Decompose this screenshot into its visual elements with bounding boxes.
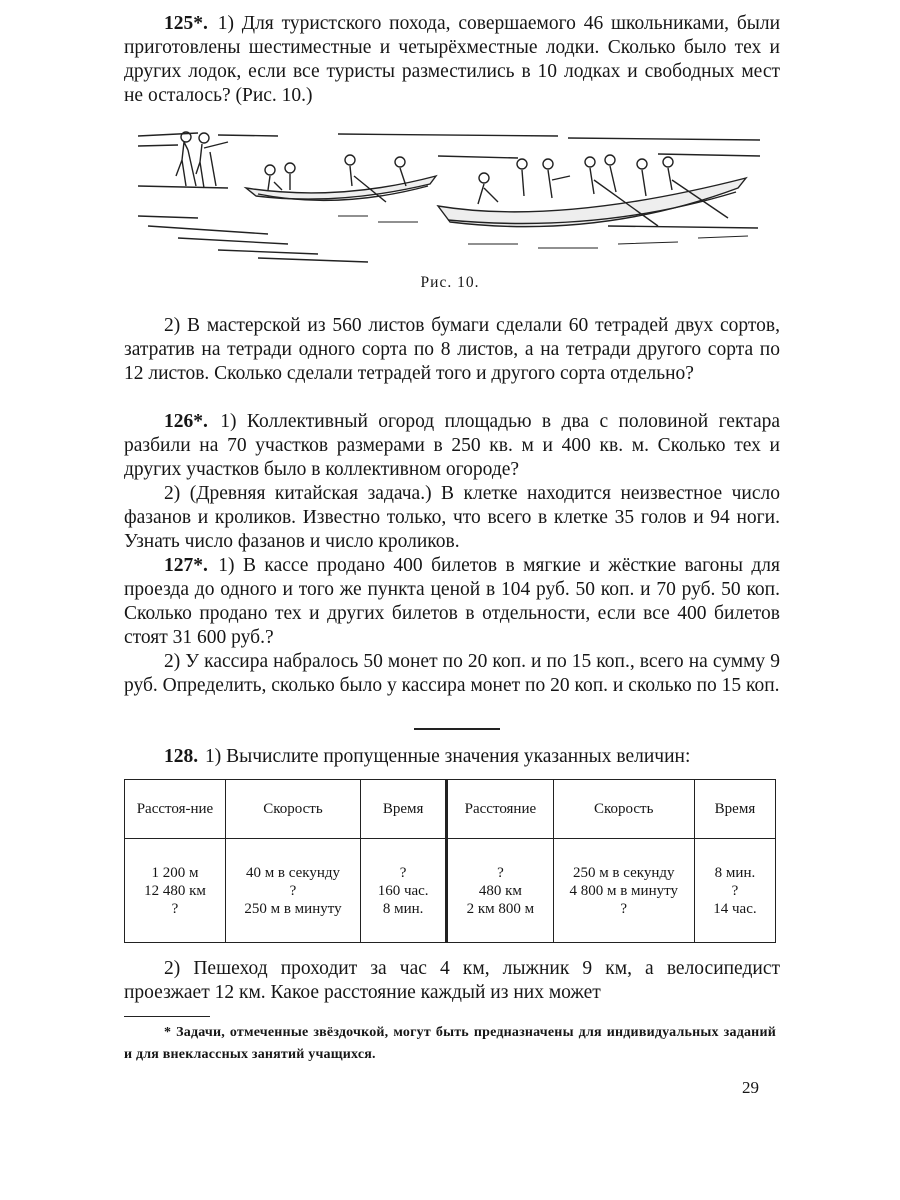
cell-value: ?: [620, 900, 628, 917]
table-cell-distance-1: [125, 839, 226, 943]
table-cell-time-2: [694, 839, 775, 943]
cell-value: 2 км 800 м: [466, 900, 535, 917]
cell-value: 8 мин.: [714, 864, 756, 881]
problem-125-number: 125*.: [164, 13, 208, 34]
cell-value: 4 800 м в минуту: [569, 882, 678, 899]
problem-127-part-1: [124, 554, 780, 650]
cell-value: ?: [497, 864, 504, 881]
problem-127-part-2: 2) У кассира набралось 50 монет по 20 коп. и по 15 коп., всего на сумму 9 руб. Определить, сколько было у кассира монет по 20 коп. и сколько по 15 коп.: [124, 651, 780, 696]
problem-126-number: 126*.: [164, 411, 208, 432]
cell-value: 250 м в минуту: [244, 900, 342, 917]
problem-127-part-1-text: 1) В кассе продано 400 билетов в мягкие и жёсткие вагоны для проезда до одного и того же пункта ценой в 104 руб. 50 коп. и 70 руб. 50 коп. Сколько продано тех и других билетов в отдельности, если все 400 билетов стоят 31 600 руб.?: [124, 555, 780, 648]
header-speed-1: Скорость: [225, 780, 360, 839]
table-row: [125, 839, 776, 943]
horizon-line: [138, 133, 760, 140]
problem-125-part-1: [124, 12, 780, 108]
table-cell-speed-1: [225, 839, 360, 943]
small-boat: [246, 176, 436, 199]
cell-value: 12 480 км: [144, 882, 206, 899]
header-distance-2: Расстояние: [447, 780, 553, 839]
footnote-rule: [124, 1016, 210, 1017]
cell-value: 14 час.: [713, 900, 757, 917]
header-time-1: Время: [361, 780, 447, 839]
cell-value: 480 км: [478, 882, 522, 899]
figure-standing-2: [196, 142, 228, 188]
cell-value: 160 час.: [377, 882, 429, 899]
problem-128-part-1-text: 1) Вычислите пропущенные значения указанных величин:: [205, 746, 691, 767]
cell-value: ?: [289, 882, 297, 899]
problem-128-part-2: 2) Пешеход проходит за час 4 км, лыжник 9 км, а велосипедист проезжает 12 км. Какое расстояние каждый из них может: [124, 958, 780, 1003]
problem-126-part-2: 2) (Древняя китайская задача.) В клетке находится неизвестное число фазанов и кроликов. Известно только, что всего в клетке 35 голов и 94 ноги. Узнать число фазанов и число кроликов.: [124, 483, 780, 552]
section-divider: [414, 728, 500, 730]
problem-127-number: 127*.: [164, 555, 208, 576]
table-cell-distance-2: [447, 839, 553, 943]
page-number: 29: [742, 1078, 759, 1097]
problem-126-part-1: [124, 410, 780, 482]
problem-128-part-1: [124, 745, 780, 769]
cell-value: ?: [171, 900, 179, 917]
problem-126-part-1-text: 1) Коллективный огород площадью в два с половиной гектара разбили на 70 участков размерами в 250 кв. м и 400 кв. м. Сколько тех и других участков было в коллективном огороде?: [124, 411, 780, 480]
figure-standing-1: [176, 142, 196, 186]
header-speed-2: Скорость: [553, 780, 694, 839]
table-header-row: [125, 780, 776, 839]
cell-value: 8 мин.: [382, 900, 424, 917]
problem-125-part-2: 2) В мастерской из 560 листов бумаги сделали 60 тетрадей двух сортов, затратив на тетради одного сорта по 8 листов, а на тетради другого сорта по 12 листов. Сколько сделали тетрадей того и другого сорта отдельно?: [124, 315, 780, 384]
header-distance-1: Расстоя-ние: [125, 780, 226, 839]
table-cell-time-1: [361, 839, 447, 943]
figure-caption: Рис. 10.: [420, 274, 480, 291]
cell-value: ?: [731, 882, 739, 899]
problem-125-part-1-text: 1) Для туристского похода, совершаемого 46 школьниками, были приготовлены шестиместные и четырёхместные лодки. Сколько было тех и других лодок, если все туристы разместились в 10 лодках и свободных мест не осталось? (Рис. 10.): [124, 13, 781, 106]
problem-128-number: 128.: [164, 746, 199, 767]
table-cell-speed-2: [553, 839, 694, 943]
cell-value: 250 м в секунду: [572, 864, 675, 881]
cell-value: 1 200 м: [151, 864, 199, 881]
header-time-2: Время: [694, 780, 775, 839]
footnote: * Задачи, отмеченные звёздочкой, могут быть предназначены для индивидуальных заданий и для внеклассных занятий учащихся.: [124, 1025, 776, 1062]
values-table: [124, 779, 776, 943]
cell-value: ?: [399, 864, 407, 881]
cell-value: 40 м в секунду: [245, 864, 340, 881]
figure-10-boats-illustration: [138, 126, 760, 264]
